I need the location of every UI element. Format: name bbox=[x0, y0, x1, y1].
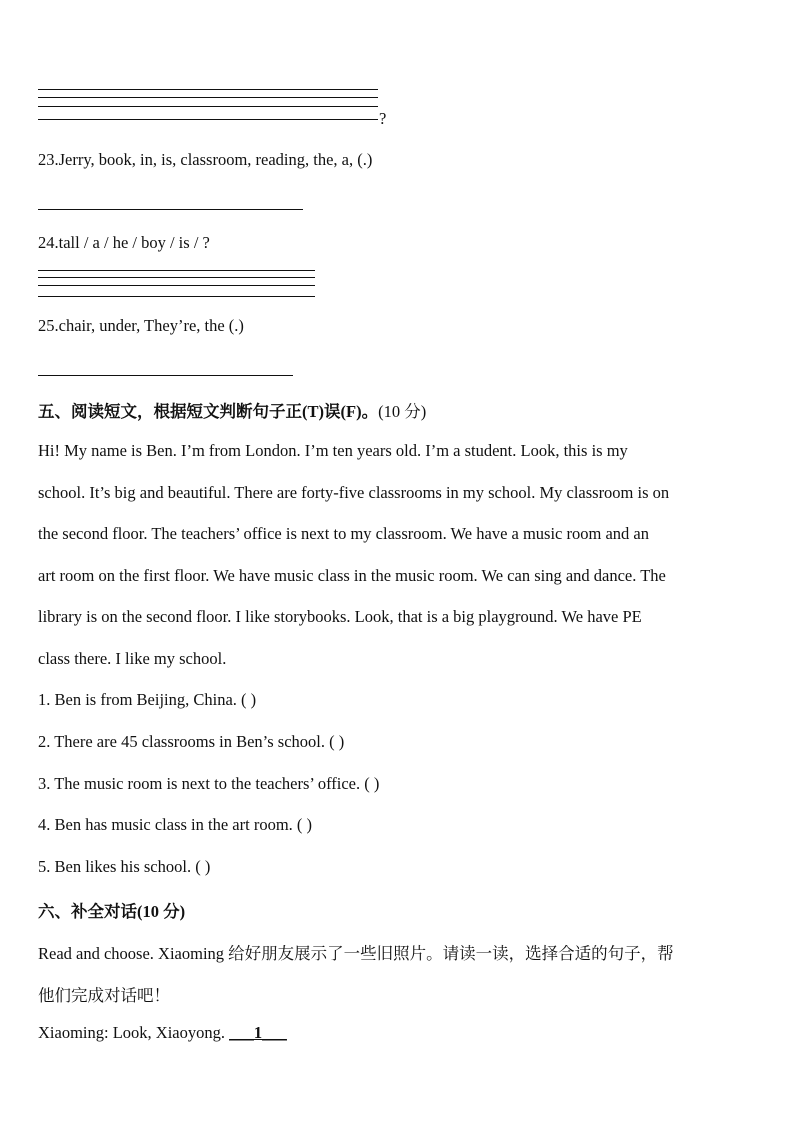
passage-line: library is on the second floor. I like storybooks. Look, that is a big playground. We have PE bbox=[38, 607, 642, 626]
question-25: 25.chair, under, They’re, the (.) bbox=[38, 316, 244, 335]
passage-line: school. It’s big and beautiful. There are forty-five classrooms in my school. My classroom is on bbox=[38, 483, 670, 502]
dialogue-line-1 bbox=[38, 1023, 287, 1043]
answer-line-24[interactable] bbox=[38, 285, 315, 286]
answer-line-24[interactable] bbox=[38, 277, 315, 278]
passage-line: Hi! My name is Ben. I’m from London. I’m ten years old. I’m a student. Look, this is my bbox=[38, 441, 628, 460]
section-5-title: 五、阅读短文，根据短文判断句子正(T)误(F)。 bbox=[38, 402, 379, 421]
answer-line bbox=[38, 106, 378, 107]
question-23: 23.Jerry, book, in, is, classroom, reading, the, a, (.) bbox=[38, 150, 373, 169]
passage-line: art room on the first floor. We have music class in the music room. We can sing and dance. The bbox=[38, 566, 666, 585]
passage-line: class there. I like my school. bbox=[38, 649, 227, 668]
tf-question-2[interactable]: 2. There are 45 classrooms in Ben’s school. ( ) bbox=[38, 732, 345, 751]
tf-question-3[interactable]: 3. The music room is next to the teachers’ office. ( ) bbox=[38, 774, 380, 793]
question-mark: ? bbox=[379, 109, 387, 128]
answer-line-23[interactable] bbox=[38, 209, 303, 210]
dialogue-blank-1[interactable]: ___1___ bbox=[229, 1023, 287, 1042]
answer-line-25[interactable] bbox=[38, 375, 293, 376]
answer-line-24[interactable] bbox=[38, 296, 315, 297]
answer-line bbox=[38, 119, 378, 120]
section-5-heading bbox=[38, 398, 426, 422]
answer-line bbox=[38, 89, 378, 90]
answer-line-24[interactable] bbox=[38, 270, 315, 271]
passage-line: the second floor. The teachers’ office is next to my classroom. We have a music room and an bbox=[38, 524, 649, 543]
section-6-instruction: Read and choose. Xiaoming 给好朋友展示了一些旧照片。请读一读，选择合适的句子，帮 bbox=[38, 944, 674, 963]
tf-question-5[interactable]: 5. Ben likes his school. ( ) bbox=[38, 857, 211, 876]
answer-line bbox=[38, 97, 378, 98]
section-5-score: (10 分) bbox=[378, 402, 427, 421]
tf-question-4[interactable]: 4. Ben has music class in the art room. ( ) bbox=[38, 815, 313, 834]
tf-question-1[interactable]: 1. Ben is from Beijing, China. ( ) bbox=[38, 690, 257, 709]
question-24: 24.tall / a / he / boy / is / ? bbox=[38, 233, 210, 252]
section-6-instruction-cont: 他们完成对话吧！ bbox=[38, 986, 170, 1005]
dialogue-speaker-text: Xiaoming: Look, Xiaoyong. bbox=[38, 1023, 230, 1042]
section-6-heading: 六、补全对话(10 分) bbox=[38, 902, 186, 921]
